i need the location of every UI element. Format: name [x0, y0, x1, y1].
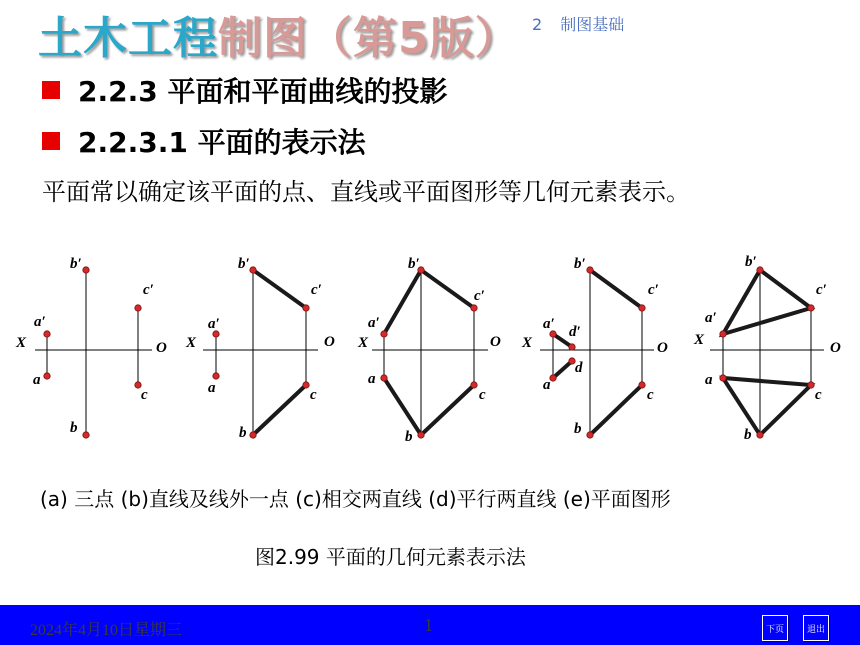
label-b-prime: b′	[238, 256, 250, 272]
heading-2-text: 2.2.3.1 平面的表示法	[78, 126, 366, 159]
label-a-prime: a′	[34, 314, 46, 330]
bullet-square-icon	[42, 132, 60, 150]
heading-2	[42, 121, 366, 161]
footer-bar	[0, 605, 860, 645]
next-page-button[interactable]: 下页	[762, 615, 788, 641]
figure-c	[357, 256, 501, 445]
label-c: c	[141, 387, 148, 403]
label-b: b	[574, 421, 582, 437]
label-b: b	[405, 429, 413, 445]
label-c: c	[310, 387, 317, 403]
label-b: b	[744, 427, 752, 443]
label-a: a	[543, 377, 551, 393]
label-a: a	[705, 372, 713, 388]
o-label: O	[490, 334, 501, 350]
heading-1	[42, 70, 447, 110]
label-a-prime: a′	[705, 310, 717, 326]
o-label: O	[324, 334, 335, 350]
label-a-prime: a′	[368, 315, 380, 331]
figure-subcaptions: (a) 三点 (b)直线及线外一点 (c)相交两直线 (d)平行两直线 (e)平面图形	[40, 487, 671, 511]
x-label: X	[358, 335, 369, 351]
label-b-prime: b′	[408, 256, 420, 272]
label-b-prime: b′	[70, 256, 82, 272]
x-label: X	[16, 335, 27, 351]
footer-date: 2024年4月10日星期三	[30, 622, 183, 639]
label-c-prime: c′	[311, 282, 322, 298]
label-b-prime: b′	[745, 254, 757, 270]
slide-title	[38, 2, 520, 66]
label-c-prime: c′	[474, 288, 485, 304]
chapter-name: 制图基础	[560, 15, 625, 34]
label-b-prime: b′	[574, 256, 586, 272]
o-label: O	[657, 340, 668, 356]
x-label: X	[694, 332, 705, 348]
figure-b	[185, 256, 335, 441]
label-a-prime: a′	[208, 316, 220, 332]
label-d-prime: d′	[569, 324, 581, 340]
heading-1-text: 2.2.3 平面和平面曲线的投影	[78, 75, 448, 108]
x-label: X	[522, 335, 533, 351]
title-part1: 土木工程	[38, 13, 218, 64]
label-c: c	[647, 387, 654, 403]
body-paragraph: 平面常以确定该平面的点、直线或平面图形等几何元素表示。	[42, 178, 690, 206]
chapter-number: 2	[532, 15, 543, 34]
exit-button[interactable]: 退出	[803, 615, 829, 641]
label-c-prime: c′	[143, 282, 154, 298]
label-d: d	[575, 360, 583, 376]
o-label: O	[156, 340, 167, 356]
figure-e	[693, 254, 841, 443]
label-a-prime: a′	[543, 316, 555, 332]
label-b: b	[70, 420, 78, 436]
label-c-prime: c′	[648, 282, 659, 298]
bullet-square-icon	[42, 81, 60, 99]
title-part2: 制图（第5版）	[218, 13, 520, 64]
o-label: O	[830, 340, 841, 356]
label-a: a	[33, 372, 41, 388]
label-b: b	[239, 425, 247, 441]
label-c: c	[815, 387, 822, 403]
label-c: c	[479, 387, 486, 403]
figure-title: 图2.99 平面的几何元素表示法	[255, 545, 526, 569]
figure-d	[521, 256, 668, 438]
x-label: X	[186, 335, 197, 351]
page-number: 1	[424, 615, 433, 635]
label-a: a	[208, 380, 216, 396]
chapter-label	[532, 12, 642, 35]
label-c-prime: c′	[816, 282, 827, 298]
figure-a	[15, 256, 167, 438]
projection-diagram	[0, 240, 860, 455]
label-a: a	[368, 371, 376, 387]
